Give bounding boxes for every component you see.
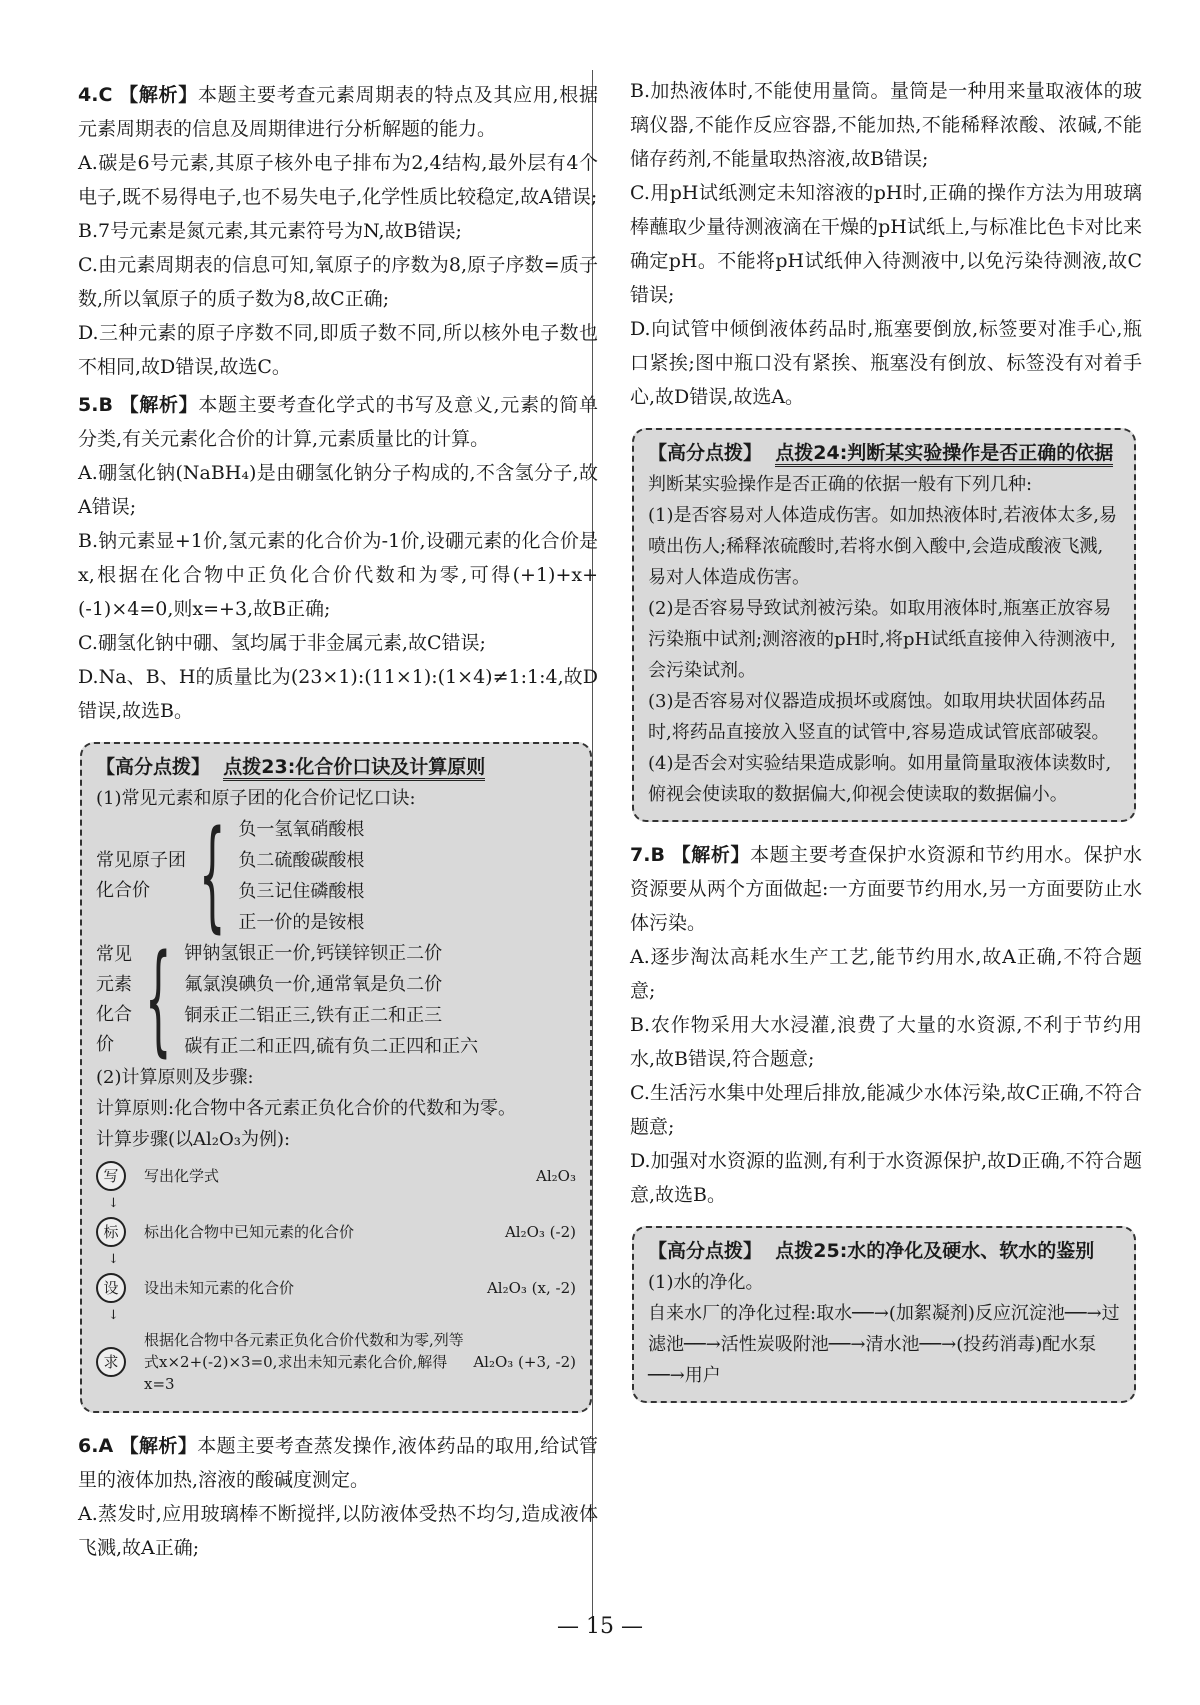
mnemonic-label: 常见元素化合价: [96, 944, 132, 1055]
brace-icon: {: [144, 930, 172, 1069]
option-a: A.逐步淘汰高耗水生产工艺,能节约用水,故A正确,不符合题意;: [630, 946, 1142, 1002]
option-d: D.向试管中倾倒液体药品时,瓶塞要倒放,标签要对准手心,瓶口紧挨;图中瓶口没有紧挨、瓶塞没有倒放、标签没有对着手心,故D错误,故选A。: [630, 318, 1142, 408]
mnemonic-label: 常见原子团化合价: [96, 850, 186, 901]
mnemonic-line: 负二硫酸碳酸根: [238, 850, 365, 871]
calc-step: 标 标出化合物中已知元素的化合价 Al₂O₃ (-2): [96, 1217, 576, 1247]
option-b: B.农作物采用大水浸灌,浪费了大量的水资源,不利于节约用水,故B错误,符合题意;: [630, 1014, 1142, 1070]
brace-icon: {: [198, 806, 226, 945]
calc-rule: 计算原则:化合物中各元素正负化合价的代数和为零。: [96, 1098, 517, 1119]
option-c: C.生活污水集中处理后排放,能减少水体污染,故C正确,不符合题意;: [630, 1082, 1142, 1138]
calc-step: 写 写出化学式 Al₂O₃: [96, 1161, 576, 1191]
left-column: [78, 74, 598, 1565]
answer-number: 7.B: [630, 844, 665, 866]
tip-box-25: [632, 1226, 1136, 1403]
calc-steps-intro: 计算步骤(以Al₂O₃为例):: [96, 1129, 291, 1150]
calc-step: 设 设出未知元素的化合价 Al₂O₃ (x, -2): [96, 1273, 576, 1303]
tip-title: 【高分点拨】 点拨23:化合价口诀及计算原则: [96, 752, 576, 783]
page-number: — 15 —: [557, 1614, 643, 1639]
tip-point: (4)是否会对实验结果造成影响。如用量筒量取液体读数时,俯视会使读取的数据偏大,仰视会使读取的数据偏小。: [648, 753, 1112, 805]
formula: Al₂O₃ (+3, -2): [473, 1353, 576, 1371]
tip-title: 【高分点拨】 点拨25:水的净化及硬水、软水的鉴别: [648, 1240, 1095, 1262]
analysis-tag: 【解析】: [119, 394, 199, 416]
tip-intro: 判断某实验操作是否正确的依据一般有下列几种:: [648, 474, 1033, 495]
answer-intro: 本题主要考查元素周期表的特点及其应用,根据元素周期表的信息及周期律进行分析解题的能力。: [78, 84, 598, 140]
calc-steps: [96, 1161, 576, 1395]
tip-box-24: [632, 428, 1136, 822]
mnemonic-line: 碳有正二和正四,硫有负二正四和正六: [184, 1036, 479, 1057]
option-c: C.由元素周期表的信息可知,氧原子的序数为8,原子序数=质子数,所以氧原子的质子数为8,故C正确;: [78, 254, 598, 310]
option-c: C.硼氢化钠中硼、氢均属于非金属元素,故C错误;: [78, 632, 486, 654]
mnemonic-line: 氟氯溴碘负一价,通常氧是负二价: [184, 974, 443, 995]
purification-flow: 自来水厂的净化过程:取水──→(加絮凝剂)反应沉淀池──→过滤池──→活性炭吸附池──→清水池──→(投药消毒)配水泵──→用户: [648, 1303, 1120, 1386]
answer-5: [78, 388, 598, 728]
analysis-tag: 【解析】: [119, 84, 198, 106]
option-b: B.加热液体时,不能使用量筒。量筒是一种用来量取液体的玻璃仪器,不能作反应容器,不能加热,不能稀释浓酸、浓碱,不能储存药剂,不能量取热溶液,故B错误;: [630, 80, 1142, 170]
option-d: D.加强对水资源的监测,有利于水资源保护,故D正确,不符合题意,故选B。: [630, 1150, 1142, 1206]
mnemonic-line: 钾钠氢银正一价,钙镁锌钡正二价: [184, 943, 443, 964]
mnemonic-heading: (1)常见元素和原子团的化合价记忆口诀:: [96, 788, 416, 809]
answer-6-continued: [630, 74, 1142, 414]
answer-intro: 本题主要考查保护水资源和节约用水。保护水资源要从两个方面做起:一方面要节约用水,另一方面要防止水体污染。: [630, 844, 1142, 934]
formula: Al₂O₃ (x, -2): [486, 1279, 576, 1297]
option-a: A.硼氢化钠(NaBH₄)是由硼氢化钠分子构成的,不含氢分子,故A错误;: [78, 462, 598, 518]
tip-point: (3)是否容易对仪器造成损坏或腐蚀。如取用块状固体药品时,将药品直接放入竖直的试管中,容易造成试管底部破裂。: [648, 691, 1110, 743]
step-circle-icon: 设: [96, 1273, 126, 1303]
option-b: B.7号元素是氮元素,其元素符号为N,故B错误;: [78, 220, 462, 242]
formula: Al₂O₃ (-2): [504, 1223, 576, 1241]
mnemonic-group-elements: [96, 930, 576, 1069]
mnemonic-line: 负一氢氧硝酸根: [238, 819, 365, 840]
option-a: A.碳是6号元素,其原子核外电子排布为2,4结构,最外层有4个电子,既不易得电子,也不易失电子,化学性质比较稳定,故A错误;: [78, 152, 598, 208]
option-c: C.用pH试纸测定未知溶液的pH时,正确的操作方法为用玻璃棒蘸取少量待测液滴在干燥的pH试纸上,与标准比色卡对比来确定pH。不能将pH试纸伸入待测液中,以免污染待测液,故C错误;: [630, 182, 1142, 306]
answer-7: [630, 838, 1142, 1212]
analysis-tag: 【解析】: [671, 844, 751, 866]
answer-6: [78, 1429, 598, 1565]
tip-point: (1)是否容易对人体造成伤害。如加热液体时,若液体太多,易喷出伤人;稀释浓硫酸时,若将水倒入酸中,会造成酸液飞溅,易对人体造成伤害。: [648, 505, 1117, 588]
answer-intro: 本题主要考查化学式的书写及意义,元素的简单分类,有关元素化合价的计算,元素质量比的计算。: [78, 394, 598, 450]
calc-heading: (2)计算原则及步骤:: [96, 1067, 254, 1088]
step-circle-icon: 求: [96, 1347, 126, 1377]
tip-box-23: [80, 742, 592, 1413]
answer-4: [78, 78, 598, 384]
down-arrow-icon: ↓: [108, 1308, 119, 1323]
formula: Al₂O₃: [536, 1167, 576, 1185]
down-arrow-icon: ↓: [108, 1196, 119, 1211]
answer-intro: 本题主要考查蒸发操作,液体药品的取用,给试管里的液体加热,溶液的酸碱度测定。: [78, 1435, 598, 1491]
option-d: D.Na、B、H的质量比为(23×1):(11×1):(1×4)≠1:1:4,故D错误,故选B。: [78, 666, 598, 722]
mnemonic-line: 正一价的是铵根: [238, 912, 365, 933]
tip-title: 【高分点拨】 点拨24:判断某实验操作是否正确的依据: [648, 438, 1120, 469]
option-d: D.三种元素的原子序数不同,即质子数不同,所以核外电子数也不相同,故D错误,故选C。: [78, 322, 598, 378]
answer-number: 4.C: [78, 84, 113, 106]
tip-point: (2)是否容易导致试剂被污染。如取用液体时,瓶塞正放容易污染瓶中试剂;测溶液的pH时,将pH试纸直接伸入待测液中,会污染试剂。: [648, 598, 1116, 681]
down-arrow-icon: ↓: [108, 1252, 119, 1267]
calc-step: 求 根据化合物中各元素正负化合价代数和为零,列等式x×2+(-2)×3=0,求出未知元素化合价,解得x=3 Al₂O₃ (+3, -2): [96, 1329, 576, 1395]
answer-number: 6.A: [78, 1435, 114, 1457]
option-b: B.钠元素显+1价,氢元素的化合价为-1价,设硼元素的化合价是x,根据在化合物中正负化合价代数和为零,可得(+1)+x+(-1)×4=0,则x=+3,故B正确;: [78, 530, 598, 620]
step-circle-icon: 标: [96, 1217, 126, 1247]
right-column: [630, 74, 1142, 1419]
option-a: A.蒸发时,应用玻璃棒不断搅拌,以防液体受热不均匀,造成液体飞溅,故A正确;: [78, 1503, 598, 1559]
tip-heading: (1)水的净化。: [648, 1272, 764, 1293]
mnemonic-line: 铜汞正二铝正三,铁有正二和正三: [184, 1005, 443, 1026]
analysis-tag: 【解析】: [119, 1435, 198, 1457]
mnemonic-group-radicals: [96, 806, 576, 945]
step-circle-icon: 写: [96, 1161, 126, 1191]
mnemonic-line: 负三记住磷酸根: [238, 881, 365, 902]
answer-number: 5.B: [78, 394, 113, 416]
